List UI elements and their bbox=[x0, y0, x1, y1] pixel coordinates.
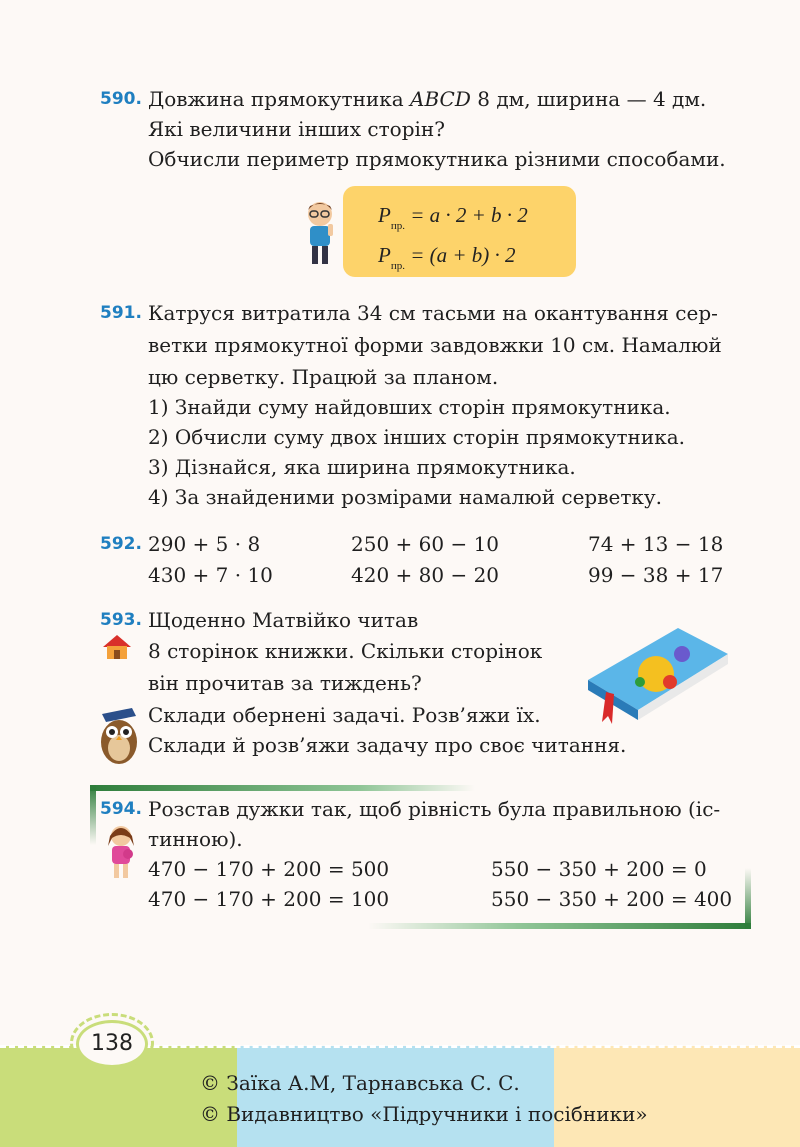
task-590-line1-post: 8 дм, ширина — 4 дм. bbox=[470, 87, 707, 111]
task-590-number: 590. bbox=[100, 89, 142, 109]
task-591-line: ветки прямокутної форми завдовжки 10 см. Намалюй bbox=[148, 333, 722, 357]
equation: 550 − 350 + 200 = 0 bbox=[491, 857, 707, 881]
task-590-rect-name: ABCD bbox=[410, 87, 471, 111]
book-icon bbox=[578, 624, 734, 726]
task-590-line1-pre: Довжина прямокутника bbox=[148, 87, 411, 111]
task-591-line: 2) Обчисли суму двох інших сторін прямокутника. bbox=[148, 425, 685, 449]
house-icon bbox=[101, 633, 133, 661]
frame-bottom bbox=[368, 923, 751, 929]
formula-1-p: P bbox=[378, 203, 391, 227]
task-593-number: 593. bbox=[100, 610, 142, 630]
task-594-line: Розстав дужки так, щоб рівність була правильною (іс- bbox=[148, 797, 721, 821]
task-593-line: Щоденно Матвійко читав bbox=[148, 608, 419, 632]
copyright-publisher: © Видавництво «Підручники і посібники» bbox=[200, 1102, 648, 1126]
task-594-line: тинною). bbox=[148, 827, 243, 851]
expression: 99 − 38 + 17 bbox=[588, 563, 724, 587]
girl-icon bbox=[104, 824, 138, 880]
frame-top bbox=[90, 785, 475, 791]
task-591-line: 1) Знайди суму найдовших сторін прямокутника. bbox=[148, 395, 671, 419]
equation: 550 − 350 + 200 = 400 bbox=[491, 887, 733, 911]
expression: 430 + 7 · 10 bbox=[148, 563, 273, 587]
task-593-line: Склади й розв’яжи задачу про своє читання. bbox=[148, 733, 627, 757]
task-591-number: 591. bbox=[100, 303, 142, 323]
task-591-line: 3) Дізнайся, яка ширина прямокутника. bbox=[148, 455, 576, 479]
formula-1 bbox=[378, 200, 528, 241]
formula-2-sub: пр. bbox=[390, 260, 405, 272]
formula-1-rest: = a · 2 + b · 2 bbox=[404, 203, 528, 227]
equation: 470 − 170 + 200 = 500 bbox=[148, 857, 390, 881]
expression: 74 + 13 − 18 bbox=[588, 532, 724, 556]
formula-2-p: P bbox=[378, 243, 391, 267]
task-593-line: 8 сторінок книжки. Скільки сторінок bbox=[148, 639, 543, 663]
formula-1-sub: пр. bbox=[390, 220, 405, 232]
task-592-number: 592. bbox=[100, 534, 142, 554]
task-591-line: 4) За знайденими розмірами намалюй серветку. bbox=[148, 485, 663, 509]
footer-band-tan bbox=[554, 1046, 800, 1147]
frame-right bbox=[745, 868, 751, 929]
task-594-number: 594. bbox=[100, 799, 142, 819]
formula-2 bbox=[378, 240, 516, 281]
equation: 470 − 170 + 200 = 100 bbox=[148, 887, 390, 911]
task-590-line3: Обчисли периметр прямокутника різними способами. bbox=[148, 147, 726, 171]
page-number: 138 bbox=[76, 1020, 148, 1068]
expression: 290 + 5 · 8 bbox=[148, 532, 261, 556]
task-590-line2: Які величини інших сторін? bbox=[148, 117, 445, 141]
expression: 250 + 60 − 10 bbox=[351, 532, 500, 556]
task-591-line: Катруся витратила 34 см тасьми на окантування сер- bbox=[148, 301, 718, 325]
task-590-line1 bbox=[148, 84, 706, 114]
task-593-line: він прочитав за тиждень? bbox=[148, 671, 422, 695]
boy-icon bbox=[300, 198, 344, 268]
formula-2-rest: = (a + b) · 2 bbox=[404, 243, 516, 267]
frame-left bbox=[90, 785, 96, 845]
expression: 420 + 80 − 20 bbox=[351, 563, 500, 587]
task-593-line: Склади обернені задачі. Розв’яжи їх. bbox=[148, 703, 541, 727]
task-591-line: цю серветку. Працюй за планом. bbox=[148, 365, 499, 389]
owl-icon bbox=[92, 708, 146, 766]
copyright-authors: © Заїка А.М, Тарнавська С. С. bbox=[200, 1071, 520, 1095]
